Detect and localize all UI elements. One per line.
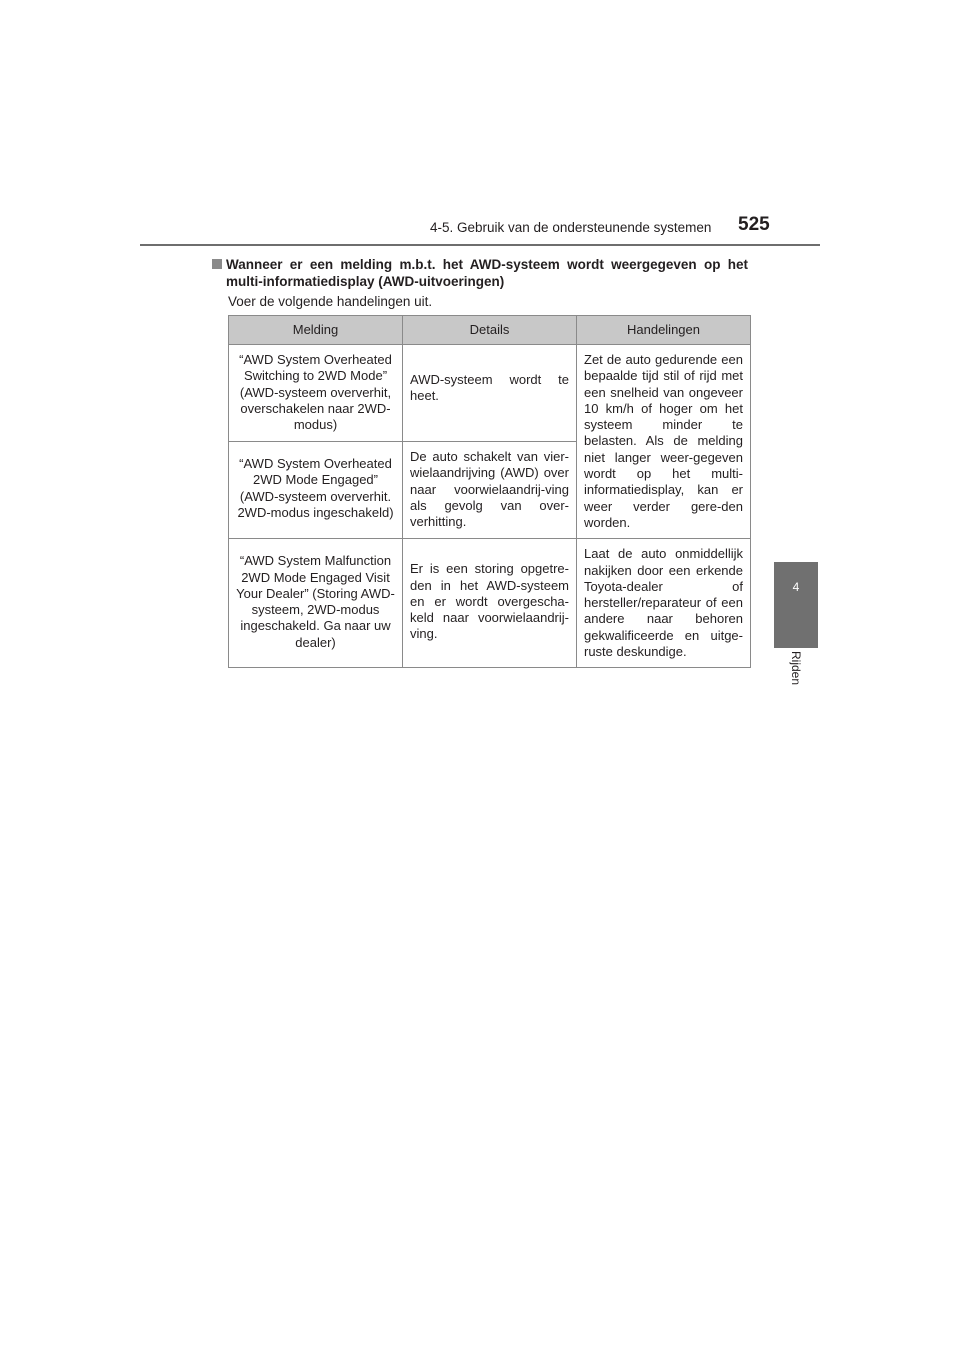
column-header-details: Details xyxy=(403,316,577,345)
square-bullet-icon xyxy=(212,259,222,269)
intro-text: Voer de volgende handelingen uit. xyxy=(228,294,433,309)
chapter-label-text: Rijden xyxy=(789,650,803,686)
section-heading xyxy=(212,256,748,290)
chapter-label xyxy=(768,640,824,710)
table-row xyxy=(229,345,751,442)
actions-cell: Laat de auto onmiddellijk nakijken door een erkende Toyota-dealer of hersteller/reparateur of een andere naar behoren gekwalificeerde en uitge-ruste deskundige. xyxy=(577,539,751,668)
table-row xyxy=(229,539,751,668)
awd-message-table xyxy=(228,315,751,668)
details-cell: Er is een storing opgetre-den in het AWD-systeem en er wordt overgescha-keld naar voorwielaandrij-ving. xyxy=(403,539,577,668)
table-header-row xyxy=(229,316,751,345)
page-number: 525 xyxy=(738,214,770,235)
message-cell: “AWD System Malfunction 2WD Mode Engaged Visit Your Dealer” (Storing AWD-systeem, 2WD-modus ingeschakeld. Ga naar uw dealer) xyxy=(229,539,403,668)
actions-cell: Zet de auto gedurende een bepaalde tijd stil of rijd met een snelheid van ongeveer 10 km/h of hoger om het systeem minder te belasten. Als de melding niet langer weer-gegeven wordt op het multi-informatiedisplay, kan er weer verder gere-den worden. xyxy=(577,345,751,539)
heading-line-2: multi-informatiedisplay (AWD-uitvoeringen) xyxy=(226,274,505,289)
column-header-actions: Handelingen xyxy=(577,316,751,345)
chapter-number: 4 xyxy=(792,580,800,594)
section-title: 4-5. Gebruik van de ondersteunende systemen xyxy=(430,220,712,235)
message-cell: “AWD System Overheated 2WD Mode Engaged” (AWD-systeem oververhit. 2WD-modus ingeschakeld) xyxy=(229,442,403,539)
message-cell: “AWD System Overheated Switching to 2WD Mode” (AWD-systeem oververhit, overschakelen naar 2WD-modus) xyxy=(229,345,403,442)
header-divider xyxy=(140,244,820,246)
heading-line-1: Wanneer er een melding m.b.t. het AWD-systeem wordt weergegeven op het xyxy=(226,257,748,272)
details-cell: AWD-systeem wordt te heet. xyxy=(403,345,577,442)
column-header-message: Melding xyxy=(229,316,403,345)
details-cell: De auto schakelt van vier-wielaandrijving (AWD) over naar voorwielaandrij-ving als gevolg van over-verhitting. xyxy=(403,442,577,539)
chapter-tab xyxy=(774,562,818,648)
